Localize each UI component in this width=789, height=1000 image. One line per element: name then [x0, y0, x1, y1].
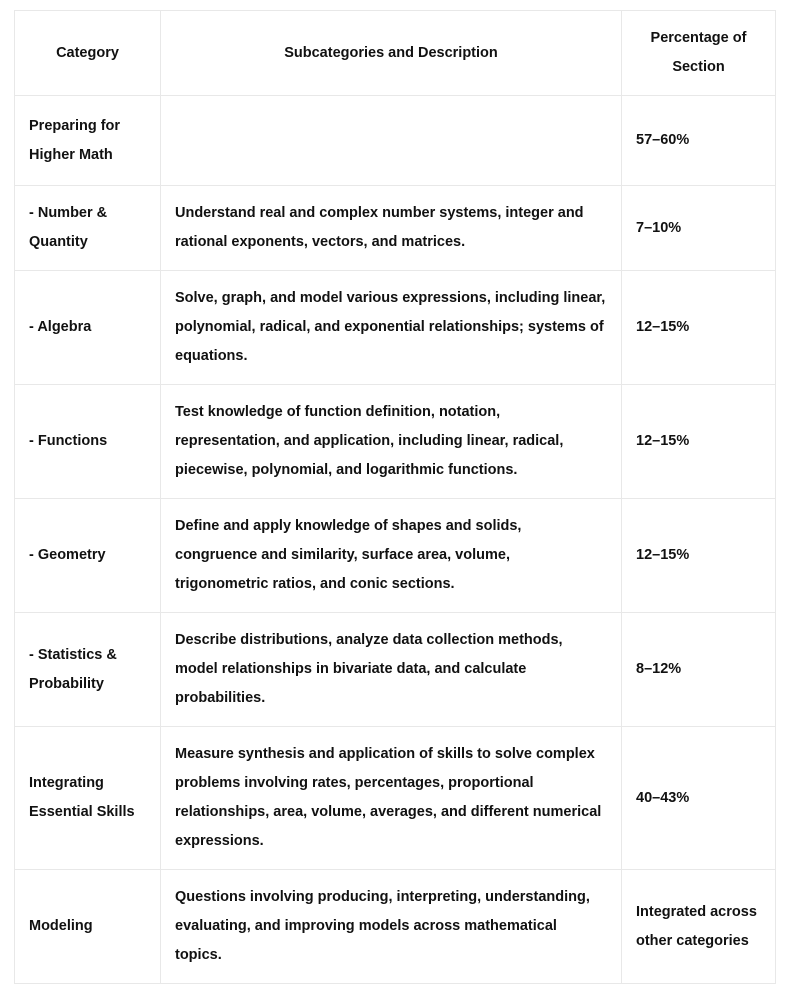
- category-cell: Preparing for Higher Math: [15, 96, 161, 186]
- percentage-cell: 7–10%: [622, 186, 776, 271]
- percentage-cell: 12–15%: [622, 271, 776, 385]
- percentage-cell: 8–12%: [622, 613, 776, 727]
- category-cell: - Statistics & Probability: [15, 613, 161, 727]
- table-row: [15, 186, 776, 271]
- percentage-cell: 57–60%: [622, 96, 776, 186]
- percentage-cell: 12–15%: [622, 499, 776, 613]
- column-header-percentage-of-section: Percentage of Section: [622, 11, 776, 96]
- description-cell: Measure synthesis and application of skills to solve complex problems involving rates, percentages, proportional relationships, area, volume, averages, and different numerical expressions.: [161, 727, 622, 870]
- percentage-cell: 12–15%: [622, 385, 776, 499]
- category-cell: - Functions: [15, 385, 161, 499]
- table-row: [15, 271, 776, 385]
- table-row: [15, 385, 776, 499]
- table-row: [15, 499, 776, 613]
- table-row: [15, 727, 776, 870]
- description-cell: Test knowledge of function definition, notation, representation, and application, including linear, radical, piecewise, polynomial, and logarithmic functions.: [161, 385, 622, 499]
- column-header-category: Category: [15, 11, 161, 96]
- category-cell: - Algebra: [15, 271, 161, 385]
- description-cell: Describe distributions, analyze data collection methods, model relationships in bivariate data, and calculate probabilities.: [161, 613, 622, 727]
- description-cell: Understand real and complex number systems, integer and rational exponents, vectors, and matrices.: [161, 186, 622, 271]
- description-cell: Define and apply knowledge of shapes and solids, congruence and similarity, surface area, volume, trigonometric ratios, and conic sections.: [161, 499, 622, 613]
- act-math-categories-table: [14, 10, 776, 984]
- table-row: [15, 96, 776, 186]
- category-cell: - Geometry: [15, 499, 161, 613]
- category-cell: - Number & Quantity: [15, 186, 161, 271]
- description-cell: Solve, graph, and model various expressions, including linear, polynomial, radical, and exponential relationships; systems of equations.: [161, 271, 622, 385]
- table-row: [15, 613, 776, 727]
- column-header-subcategories-description: Subcategories and Description: [161, 11, 622, 96]
- table-row: [15, 870, 776, 984]
- header-row: [15, 11, 776, 96]
- description-cell: [161, 96, 622, 186]
- description-cell: Questions involving producing, interpreting, understanding, evaluating, and improving models across mathematical topics.: [161, 870, 622, 984]
- percentage-cell: 40–43%: [622, 727, 776, 870]
- percentage-cell: Integrated across other categories: [622, 870, 776, 984]
- category-cell: Integrating Essential Skills: [15, 727, 161, 870]
- category-cell: Modeling: [15, 870, 161, 984]
